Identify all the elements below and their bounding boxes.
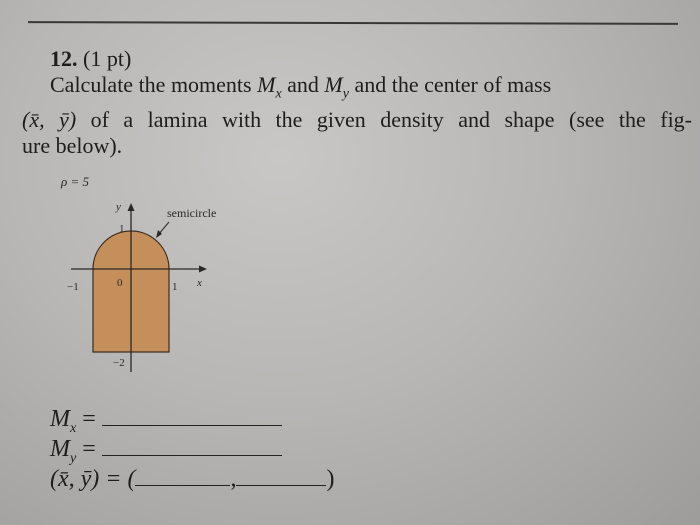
y-axis-arrow: [128, 203, 135, 211]
line2-text: of a lamina with the given density and shape (see the fig-: [90, 107, 693, 133]
mx-answer-blank[interactable]: [102, 407, 282, 426]
tick-y-bottom: −2: [113, 357, 125, 369]
mx-symbol: [257, 72, 282, 102]
mx-answer-sub: x: [70, 420, 77, 436]
problem-line-1: [50, 72, 692, 107]
y-axis-label: y: [116, 201, 121, 213]
center-of-mass-symbol: (x̄, ȳ): [22, 107, 77, 133]
my-answer-row: [50, 435, 334, 465]
mx-answer-row: [50, 405, 334, 435]
mx-symbol-letter: M: [257, 72, 276, 97]
mx-answer-label: [50, 406, 77, 436]
answer-section: [50, 405, 334, 495]
my-symbol-sub: y: [342, 86, 349, 102]
top-rule: [28, 21, 678, 25]
problem-number-text: 12.: [50, 46, 78, 71]
mx-equals: =: [76, 406, 102, 432]
x-axis-arrow: [199, 266, 207, 273]
density-label: ρ = 5: [61, 174, 90, 189]
mx-answer-letter: M: [50, 406, 70, 432]
my-answer-sub: y: [70, 450, 77, 466]
problem-line-3: ure below).: [22, 133, 123, 159]
semicircle-annotation: semicircle: [167, 206, 217, 220]
line1-part-c: and the center of mass: [348, 72, 552, 97]
com-y-blank[interactable]: [236, 467, 326, 486]
tick-origin: 0: [117, 277, 123, 289]
mx-symbol-sub: x: [275, 86, 282, 102]
com-answer-row: [50, 465, 334, 495]
my-answer-label: [50, 436, 77, 466]
tick-x-right: 1: [172, 281, 178, 293]
my-answer-letter: M: [50, 436, 70, 462]
problem-line-2: [22, 107, 692, 133]
x-axis-label: x: [197, 277, 202, 289]
lamina-figure: [55, 172, 255, 382]
line1-part-b: and: [281, 72, 325, 97]
problem-number: [50, 46, 692, 72]
my-symbol-letter: M: [324, 72, 343, 97]
com-close-paren: ): [326, 466, 335, 492]
my-equals: =: [76, 436, 102, 462]
problem-points: (1 pt): [83, 46, 132, 71]
line1-part-a: Calculate the moments: [50, 72, 258, 97]
com-answer-label: (x̄, ȳ) = (: [50, 466, 136, 492]
com-x-blank[interactable]: [135, 467, 230, 486]
my-answer-blank[interactable]: [102, 437, 282, 456]
tick-y-top: 1: [119, 223, 125, 235]
tick-x-left: −1: [67, 281, 79, 293]
com-comma: ,: [230, 466, 237, 492]
problem-statement: [22, 46, 692, 159]
lamina-diagram: [55, 172, 255, 382]
my-symbol: [324, 72, 349, 102]
